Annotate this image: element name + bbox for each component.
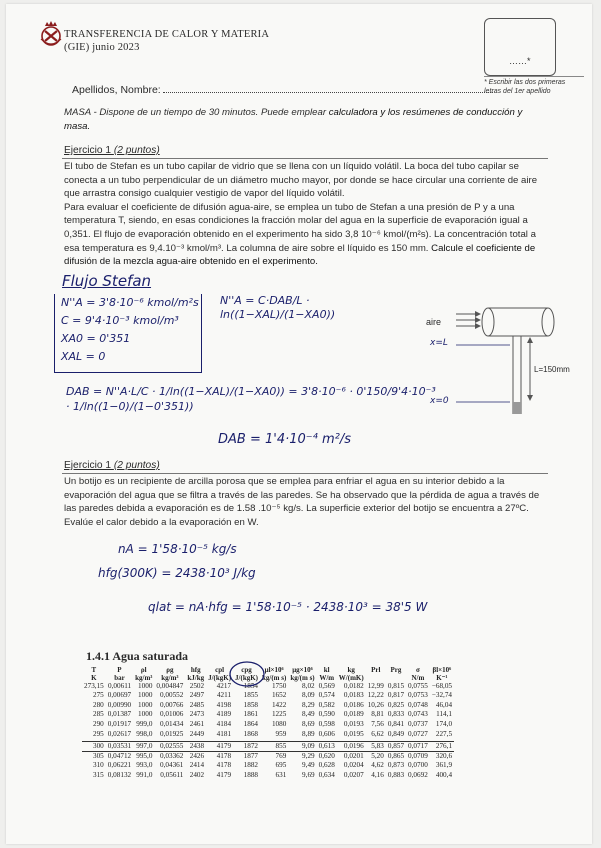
table-cell: 0,620 [318,751,335,760]
diagram-xl-label: x=L [430,338,448,348]
given-concentration: C = 9'4·10⁻³ kmol/m³ [61,314,179,327]
table-cell: 8,49 [302,710,315,719]
table-cell: 1080 [271,719,287,728]
table-cell: 0,628 [318,761,335,770]
given-xal: XAL = 0 [61,350,106,363]
table-cell: 631 [275,770,287,779]
table-cell: 310 [92,761,104,770]
table-cell: 320,6 [435,751,453,760]
table-cell: 0,02555 [154,741,185,751]
table-cell: 0,00611 [108,682,132,690]
table-cell: 1422 [271,700,287,709]
table-cell: 0,03531 [107,741,132,750]
table-row [82,751,454,761]
table-header-cell [366,666,386,682]
exercise1-heading [64,145,160,156]
table-cell: 0,833 [387,710,405,719]
table-cell: 273,15 [84,682,104,690]
table-cell: 855 [260,741,288,751]
table-cell: 2402 [189,770,205,779]
table-cell: 46,04 [435,700,453,709]
handwritten-mass-flow: nA = 1'58·10⁻⁵ kg/s [118,542,237,556]
table-row [82,771,454,780]
table-cell: 0,0183 [343,691,364,700]
table-cell: −68,05 [431,682,453,690]
table-cell: 5,20 [371,751,384,760]
table-header-cell [133,666,154,682]
table-cell: 4178 [216,751,232,760]
table-cell: 0,0193 [343,719,364,728]
name-label: Apellidos, Nombre: [72,84,161,96]
table-row [82,691,454,700]
table-cell: 0,00766 [160,700,184,709]
table-cell: 0,849 [387,730,405,739]
table-cell: 0,00552 [160,691,184,700]
table-cell: 9,49 [302,761,315,770]
table-cell: 1888 [243,770,258,779]
table-header-cell [317,666,337,682]
table-cell: 0,0692 [408,770,428,779]
table-header-symbol: σ [416,666,420,674]
table-cell: 8,89 [302,730,315,739]
table-header-symbol: ρl [140,666,147,674]
table-cell: 1877 [243,751,258,760]
table-cell: 1868 [243,730,258,739]
table-cell: 4179 [206,741,233,751]
table-header-unit: J/(kgK) [208,674,232,682]
table-cell: 8,02 [302,682,315,690]
table-cell: 9,29 [302,751,315,760]
table-cell: 0,05611 [160,770,184,779]
table-cell: 0,0717 [408,741,428,750]
table-header-symbol: P [117,666,122,674]
table-cell: 6,62 [371,730,384,739]
table-header-symbol: βl×10⁶ [432,666,452,674]
table-header-symbol: Prg [390,666,402,674]
table-cell: 2449 [189,730,205,739]
table-cell: 0,0709 [408,751,428,760]
table-header-unit: N/m [411,674,425,682]
table-header-symbol: Prl [371,666,381,674]
hfg-column-circle [228,660,266,688]
table-cell: 1882 [243,761,258,770]
table-cell: 0,01925 [160,730,184,739]
table-cell: 0,590 [318,710,335,719]
initials-placeholder: ……* [509,56,531,66]
table-cell: 0,06221 [107,761,132,770]
table-cell: 2473 [189,710,205,719]
table-cell: 1854 [243,682,258,690]
table-cell: 9,09 [288,741,316,751]
table-cell: 0,0182 [343,682,364,690]
table-cell: 5,83 [366,741,386,751]
table-cell: 4189 [216,710,232,719]
table-cell: 0,0755 [408,682,428,690]
university-crest-logo [38,20,64,48]
table-cell: 0,0204 [343,761,364,770]
table-row [82,701,454,710]
table-cell: 315 [92,770,104,779]
table-cell: 174,0 [435,719,453,728]
table-cell: 275 [92,691,104,700]
exercise1-text2-body: Para evaluar el coeficiente de difusión agua-aire, se emplea un tubo de Stefan a una presión de P y a una temperatura T, siendo, en esas condiciones la fracción molar del agua en la superficie de evaporación igual a 0,351. El flujo de evaporación obtenido en el experimento ha sido 3,8 10⁻⁶ kmol/(m²s). La concentración total a esa temperatura es 9,4.10⁻³ kmol/m³. La columna de aire sobre el líquido es 150 mm. [64,201,536,254]
table-header-cell [82,666,106,682]
instructions [64,106,544,133]
table-cell: 8,09 [302,691,315,700]
table-cell: 10,26 [367,700,384,709]
table-header-unit: kg/(m s) [262,674,287,682]
table-cell: 285 [92,710,104,719]
table-cell: 4,16 [371,770,384,779]
table-cell: 0,0743 [408,710,428,719]
table-cell: 997,0 [133,741,154,751]
table-header-symbol: cpl [215,666,225,674]
table-cell: 4198 [216,700,232,709]
handwritten-given-data [54,294,202,373]
table-cell: 0,841 [387,719,405,728]
table-cell: 0,574 [318,691,335,700]
table-cell: 4181 [216,730,232,739]
exercise2-title: Ejercicio 1 [64,460,111,471]
table-cell: 4178 [216,761,232,770]
table-cell: 0,873 [387,761,405,770]
table-row [82,720,454,729]
table-cell: 2497 [189,691,205,700]
table-cell: 999,0 [136,719,153,728]
table-cell: 0,08132 [107,770,132,779]
table-header-unit: kg/m³ [135,674,153,682]
table-cell: 1855 [243,691,258,700]
exercise2-statement: Un botijo es un recipiente de arcilla porosa que se emplea para enfriar el agua en su interior debido a la evaporación del agua que se filtra a través de las paredes. Se ha observado que la pérdida de agua a través de las paredes debida a evaporación es de 1.58 .10⁻⁵ kg/s. La superficie exterior del botijo se encuentra a 27ºC. Evalúe el calor debido a la evaporación en W. [64,476,540,528]
table-cell: 1000 [138,691,153,700]
table-header-unit: K⁻¹ [436,674,448,682]
table-cell: 1864 [243,719,258,728]
table-header-cell [185,666,206,682]
exercise1-statement [64,160,550,269]
exam-sheet [6,4,592,844]
table-cell: 295 [92,730,104,739]
table-header-symbol: hfg [190,666,201,674]
table-cell: 2414 [189,761,205,770]
table-cell: 769 [275,751,287,760]
table-cell: 0,613 [318,741,335,750]
table-cell: 0,0189 [343,710,364,719]
table-header-cell [288,666,316,682]
handwritten-title-stefan: Flujo Stefan [62,272,152,290]
name-field[interactable] [72,83,493,96]
table-cell: 0,0201 [343,751,364,760]
table-cell: 1861 [243,710,258,719]
table-cell: 276,1 [430,741,454,751]
instructions-emphasis: calculadora y los resúmenes de conducción y masa. [64,107,523,132]
table-cell: 114,1 [436,710,453,719]
table-header-symbol: kl [323,666,330,674]
table-cell: 1225 [271,710,287,719]
exercise1-text1: El tubo de Stefan es un tubo capilar de vidrio que se llena con un líquido volátil. La boca del tubo capilar se conecta a un tubo perpendicular de un diámetro mucho mayor, por donde se hace circular una corriente de aire que arrastra consigo cualquier vestigio de vapor del líquido volátil. [64,161,538,200]
table-cell: 4184 [216,719,232,728]
table-row [82,682,454,691]
table-cell: 2461 [189,719,205,728]
table-cell: 1750 [271,682,287,690]
table-cell: 0,0195 [343,730,364,739]
handwritten-heat-result: qlat = nA·hfg = 1'58·10⁻⁵ · 2438·10³ = 38'5 W [148,600,428,614]
table-cell: 0,00697 [107,691,132,700]
given-xa0: XA0 = 0'351 [61,332,131,345]
table-cell: 227,5 [435,730,453,739]
table-header-cell [430,666,454,682]
table-cell: 4,62 [371,761,384,770]
table-header-unit: kg/m³ [161,674,179,682]
handwritten-equation-flux: N''A = C·DAB/L · ln((1−XAL)/(1−XA0)) [220,294,336,321]
exercise1-points: (2 puntos) [113,145,160,156]
table-cell: 0,634 [318,770,335,779]
table-header-unit: kg/(m s) [290,674,315,682]
table-cell: 0,0727 [408,730,428,739]
table-cell: 9,69 [302,770,315,779]
table-header-symbol: kg [347,666,355,674]
table-cell: 695 [275,761,287,770]
handwritten-result-dab: DAB = 1'4·10⁻⁴ m²/s [218,432,352,447]
table-header-symbol: μl×10⁶ [264,666,284,674]
table-cell: 305 [92,751,104,760]
table-cell: 995,0 [136,751,153,760]
table-header-symbol: μg×10⁶ [292,666,313,674]
table-cell: 12,22 [367,691,384,700]
table-cell: 0,01434 [160,719,184,728]
table-cell: 0,582 [318,700,335,709]
table-cell: 0,01917 [107,719,132,728]
exercise1-text2 [64,201,550,269]
table-cell: 0,0700 [408,761,428,770]
table-cell: 8,81 [371,710,384,719]
table-cell: 0,857 [387,741,405,750]
table-cell: 0,03362 [160,751,184,760]
table-cell: −32,74 [431,691,453,700]
given-flux: N''A = 3'8·10⁻⁶ kmol/m²s [61,296,199,309]
table-header-cell [337,666,366,682]
table-header-unit: bar [114,674,125,682]
table-cell: 0,004847 [156,682,184,690]
table-cell: 361,9 [435,761,453,770]
exam-course-title: TRANSFERENCIA DE CALOR Y MATERIA [64,29,270,40]
table-cell: 959 [275,730,287,739]
table-cell: 0,817 [387,691,405,700]
table-cell: 0,815 [387,682,405,690]
table-cell: 0,01006 [160,710,184,719]
table-cell: 0,00990 [107,700,132,709]
exercise2-points: (2 puntos) [113,460,160,471]
table-cell: 0,865 [387,751,405,760]
table-cell: 1000 [138,710,153,719]
table-cell: 8,29 [302,700,315,709]
exercise1-question: Calcule el coeficiente de difusión de la mezcla agua-aire obtenido en el experimento. [64,242,536,268]
table-cell: 2502 [189,682,205,690]
table-cell: 280 [92,700,104,709]
table-cell: 0,0748 [408,700,428,709]
table-cell: 12,99 [367,682,384,690]
table-header-unit: J/(kgK) [235,674,258,682]
handwritten-equation-dab: DAB = N''A·L/C · 1/ln((1−XAL)/(1−XA0)) = 3'8·10⁻⁶ · 0'150/9'4·10⁻³ · 1/ln((1−0)/(1−0'351)) [66,385,436,413]
table-cell: 1000 [138,700,153,709]
exam-header-title [64,28,269,54]
table-header-cell [406,666,430,682]
table-cell: 4179 [216,770,232,779]
name-input-line[interactable] [163,83,493,93]
table-cell: 0,0207 [343,770,364,779]
table-header-unit: kJ/kg [187,674,205,682]
exercise1-title: Ejercicio 1 [64,145,111,156]
table-cell: 0,883 [387,770,405,779]
table-cell: 4211 [216,691,232,700]
table-cell: 400,4 [435,770,453,779]
diagram-length-label: L=150mm [534,365,570,374]
table-header-unit: W/m [319,674,335,682]
table-cell: 8,69 [302,719,315,728]
exam-session: (GIE) junio 2023 [64,42,140,53]
exercise1-rule [62,158,548,159]
instructions-text: MASA - Dispone de un tiempo de 30 minutos. Puede emplear [64,107,327,118]
table-row [82,729,454,741]
table-cell: 4217 [216,682,232,690]
table-cell: 1652 [271,691,287,700]
diagram-air-label: aire [426,317,442,327]
table-cell: 2438 [185,741,206,751]
table-header-symbol: cpg [241,666,252,674]
table-cell: 993,0 [136,761,153,770]
table-cell: 0,606 [318,730,335,739]
table-cell: 991,0 [136,770,153,779]
table-cell: 2485 [189,700,205,709]
table-cell: 998,0 [136,730,153,739]
exercise2-rule [62,473,548,474]
table-cell: 0,01387 [107,710,132,719]
initials-note: * Escribir las dos primeras letras del 1er apellido [484,76,584,96]
table-header-unit: K [91,674,97,682]
table-cell: 1872 [233,741,260,751]
initials-box[interactable] [484,18,556,76]
table-header-cell [106,666,133,682]
table-cell: 0,0186 [343,700,364,709]
table-cell: 300 [82,741,106,751]
handwritten-latent-heat: hfg(300K) = 2438·10³ J/kg [98,566,256,580]
table-cell: 290 [92,719,104,728]
table-cell: 0,0737 [408,719,428,728]
table-cell: 0,598 [318,719,335,728]
table-header-symbol: T [91,666,97,674]
table-cell: 0,0196 [337,741,366,751]
table-header-cell [154,666,185,682]
table-cell: 2426 [189,751,205,760]
table-row [82,741,454,751]
table-row [82,710,454,719]
diagram-x0-label: x=0 [430,396,449,406]
table-cell: 0,569 [318,682,335,690]
table-cell: 0,0753 [408,691,428,700]
table-header-unit: W/(mK) [338,674,364,682]
table-header-symbol: ρg [166,666,174,674]
table-cell: 1858 [243,700,258,709]
exercise2-heading [64,460,160,471]
table-cell: 0,02617 [107,730,132,739]
saturated-water-table [82,666,454,780]
table-header-cell [386,666,406,682]
table-title: 1.4.1 Agua saturada [86,649,189,663]
table-cell: 0,825 [387,700,405,709]
table-row [82,761,454,770]
table-cell: 0,04712 [107,751,132,760]
table-cell: 0,04361 [160,761,184,770]
table-cell: 1000 [138,682,153,690]
table-cell: 7,56 [371,719,384,728]
